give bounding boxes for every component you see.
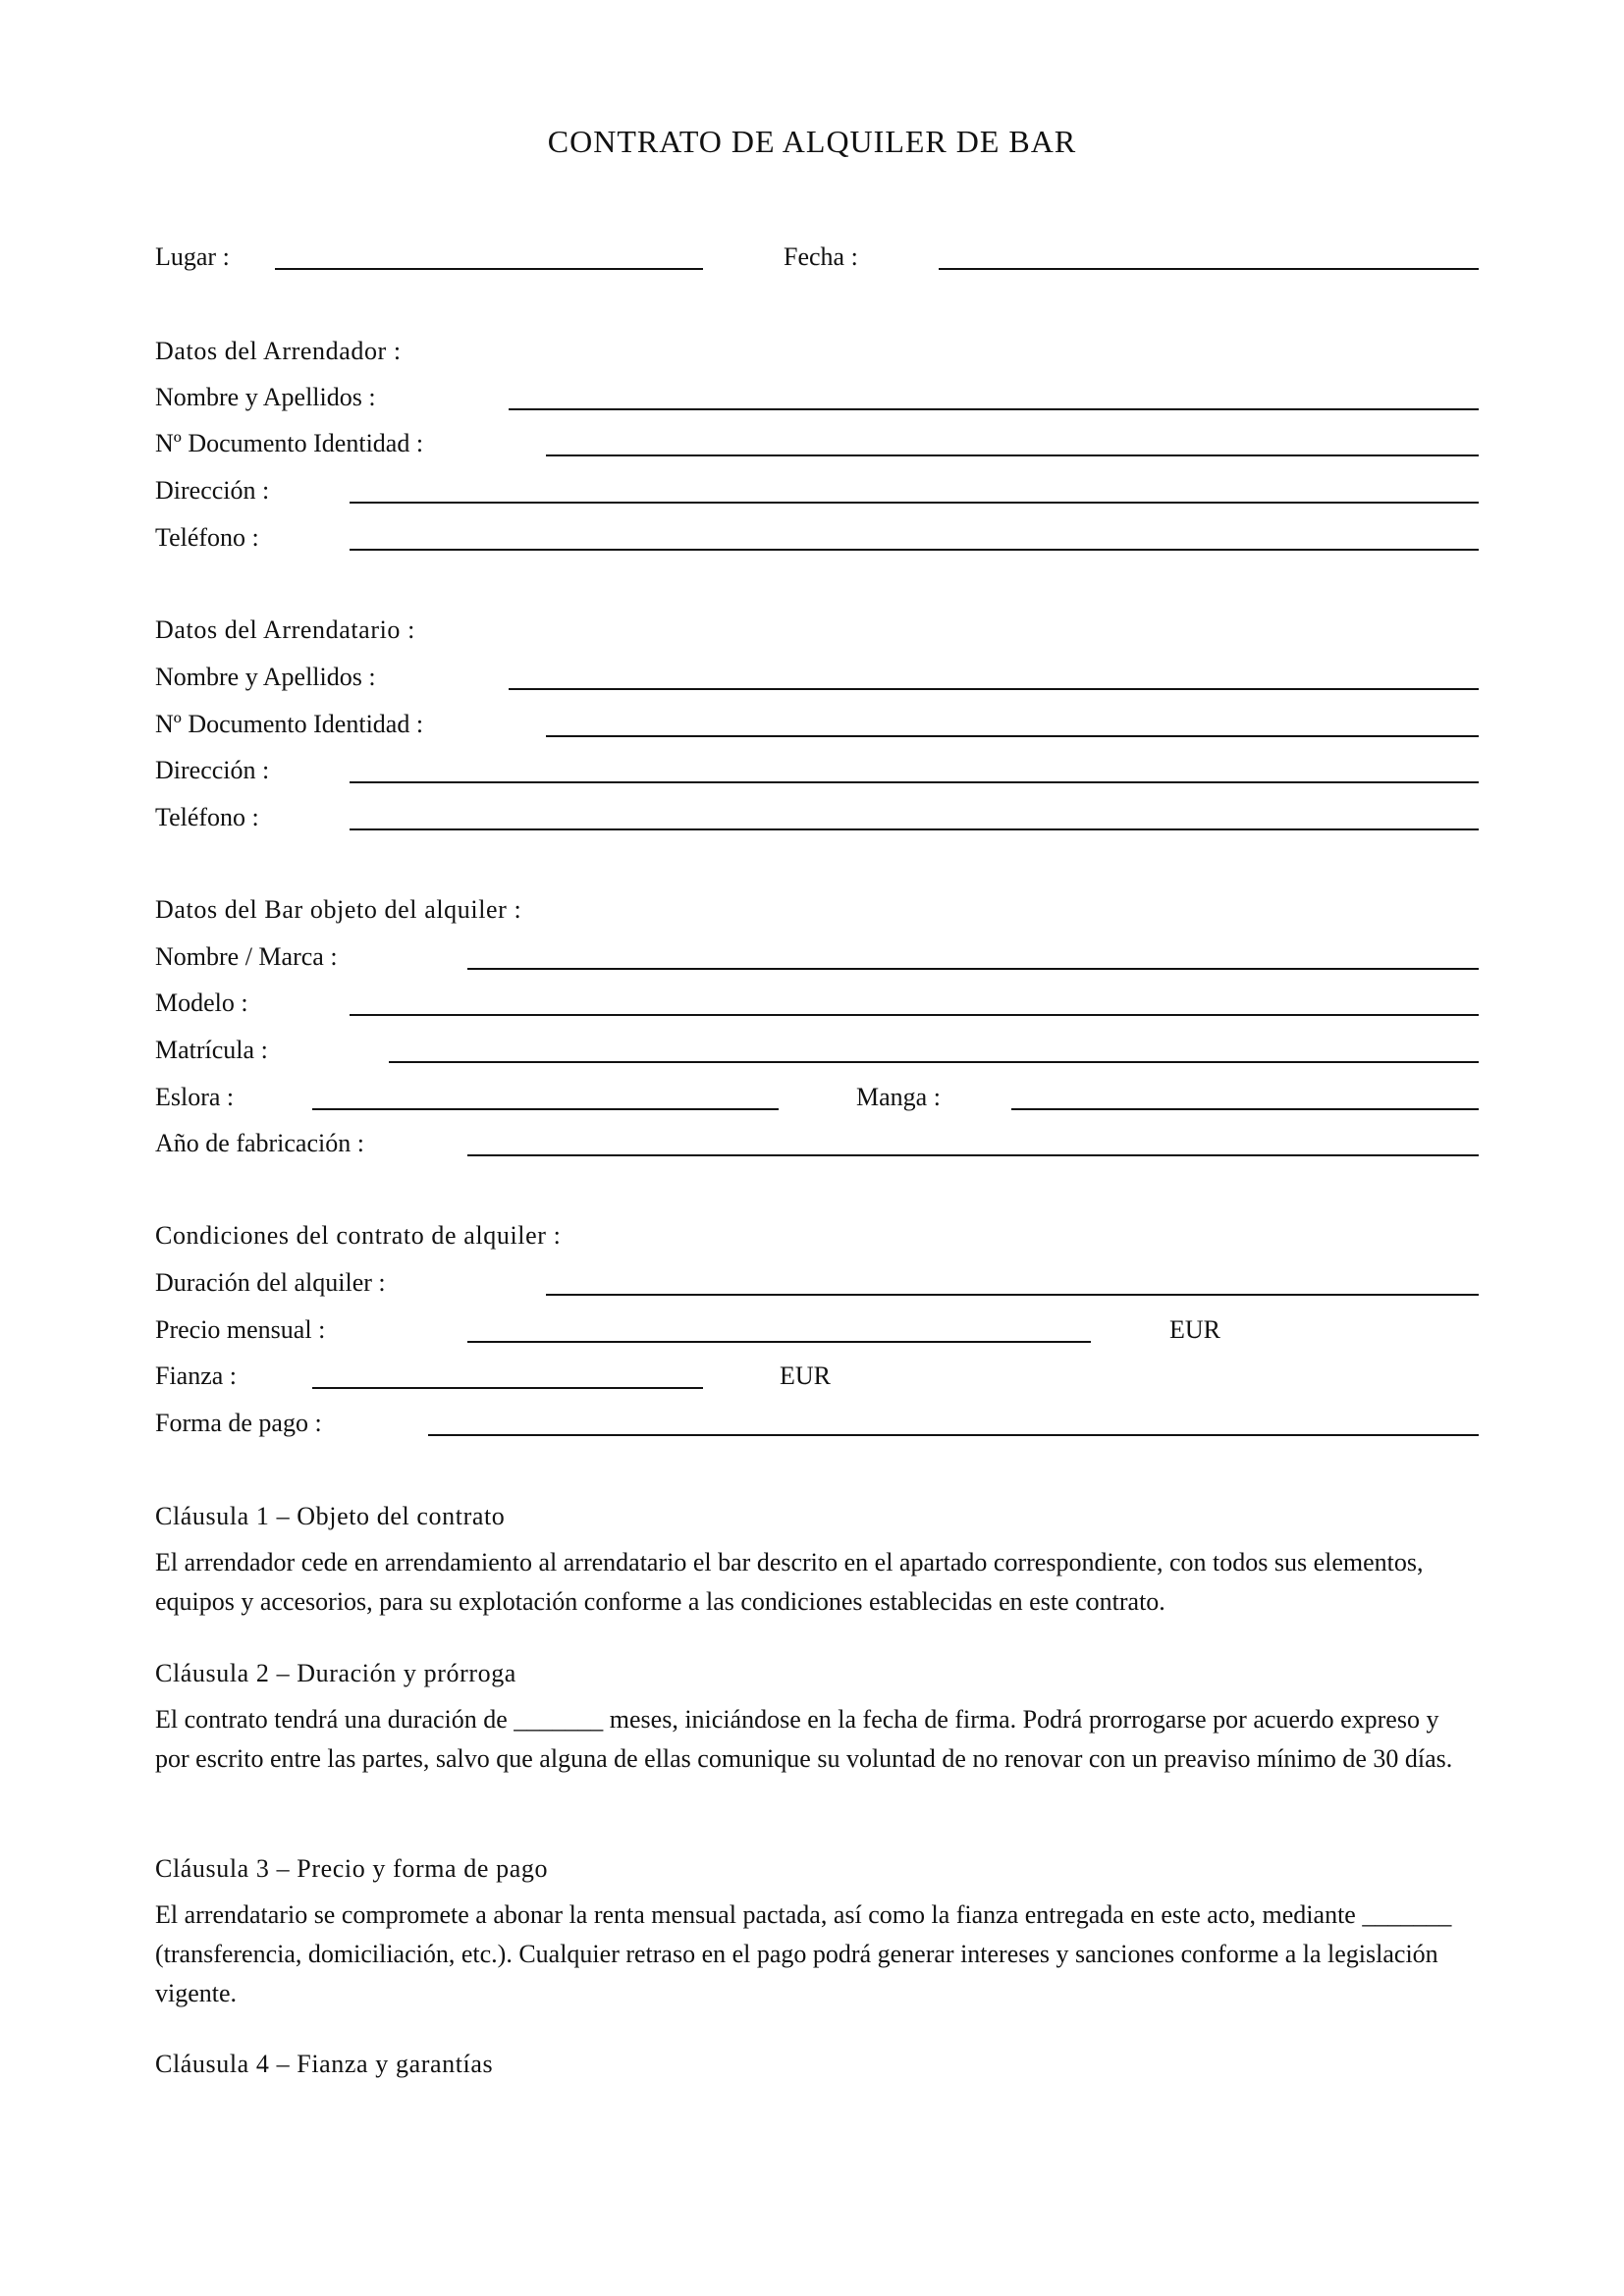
bar-year-row <box>155 1124 1479 1163</box>
duration-label: Duración del alquiler : <box>155 1268 386 1297</box>
duration-field[interactable] <box>546 1294 1479 1296</box>
document-title: CONTRATO DE ALQUILER DE BAR <box>547 124 1077 159</box>
clause-3-text <box>155 1896 1479 2013</box>
payment-field[interactable] <box>428 1434 1479 1436</box>
landlord-phone-field[interactable] <box>350 549 1479 551</box>
bar-beam-label: Manga : <box>856 1083 941 1111</box>
bar-length-field[interactable] <box>312 1108 779 1110</box>
clause-4-heading: Cláusula 4 – Fianza y garantías <box>155 2050 494 2078</box>
tenant-phone-row <box>155 798 1479 837</box>
tenant-id-row <box>155 705 1479 744</box>
bar-year-label: Año de fabricación : <box>155 1129 364 1157</box>
place-field[interactable] <box>275 268 703 270</box>
bar-year-field[interactable] <box>467 1154 1479 1156</box>
clause-3-heading: Cláusula 3 – Precio y forma de pago <box>155 1854 549 1883</box>
duration-row <box>155 1263 1479 1303</box>
deposit-label: Fianza : <box>155 1362 238 1390</box>
landlord-id-label: Nº Documento Identidad : <box>155 429 424 457</box>
monthly-price-field[interactable] <box>467 1341 1091 1343</box>
clause-2-heading: Cláusula 2 – Duración y prórroga <box>155 1659 516 1687</box>
bar-length-beam-row <box>155 1078 1479 1117</box>
bar-model-row <box>155 984 1479 1023</box>
tenant-phone-field[interactable] <box>350 828 1479 830</box>
bar-plate-field[interactable] <box>389 1061 1479 1063</box>
date-field[interactable] <box>939 268 1479 270</box>
landlord-phone-label: Teléfono : <box>155 523 259 552</box>
clause-2-text <box>155 1700 1479 1779</box>
landlord-id-row <box>155 424 1479 463</box>
bar-plate-label: Matrícula : <box>155 1036 268 1064</box>
landlord-address-row <box>155 471 1479 510</box>
bar-heading: Datos del Bar objeto del alquiler : <box>155 895 522 924</box>
landlord-name-row <box>155 378 1479 417</box>
tenant-phone-label: Teléfono : <box>155 803 259 831</box>
monthly-currency: EUR <box>1169 1315 1220 1344</box>
tenant-id-label: Nº Documento Identidad : <box>155 710 424 738</box>
deposit-row <box>155 1357 1479 1396</box>
clause-1-heading: Cláusula 1 – Objeto del contrato <box>155 1502 506 1530</box>
deposit-field[interactable] <box>312 1387 703 1389</box>
bar-name-row <box>155 937 1479 977</box>
clause-2-paragraph: El contrato tendrá una duración de _______ meses, iniciándose en la fecha de firma. Podrá prorrogarse por acuerdo expreso y por escrito entre las partes, salvo que alguna de ellas comunique su voluntad de no renovar con un preaviso mínimo de 30 días. <box>155 1705 1453 1773</box>
deposit-currency: EUR <box>780 1362 831 1390</box>
payment-label: Forma de pago : <box>155 1409 322 1437</box>
tenant-address-field[interactable] <box>350 781 1479 783</box>
tenant-name-field[interactable] <box>509 688 1479 690</box>
landlord-phone-row <box>155 518 1479 558</box>
landlord-name-field[interactable] <box>509 408 1479 410</box>
landlord-id-field[interactable] <box>546 454 1479 456</box>
clause-3-paragraph: El arrendatario se compromete a abonar la renta mensual pactada, así como la fianza entregada en este acto, mediante _______ (transferencia, domiciliación, etc.). Cualquier retraso en el pago podrá generar intereses y sanciones conforme a la legislación vigente. <box>155 1900 1452 2007</box>
tenant-name-row <box>155 658 1479 697</box>
clause-1-paragraph: El arrendador cede en arrendamiento al arrendatario el bar descrito en el apartado correspondiente, con todos sus elementos, equipos y accesorios, para su explotación conforme a las condiciones establecidas en este contrato. <box>155 1548 1424 1616</box>
bar-model-field[interactable] <box>350 1014 1479 1016</box>
tenant-id-field[interactable] <box>546 735 1479 737</box>
landlord-address-label: Dirección : <box>155 476 270 505</box>
place-date-row <box>155 238 1479 277</box>
monthly-price-row <box>155 1310 1479 1350</box>
tenant-name-label: Nombre y Apellidos : <box>155 663 376 691</box>
tenant-heading: Datos del Arrendatario : <box>155 615 415 644</box>
monthly-price-label: Precio mensual : <box>155 1315 326 1344</box>
bar-beam-field[interactable] <box>1011 1108 1479 1110</box>
landlord-name-label: Nombre y Apellidos : <box>155 383 376 411</box>
bar-length-label: Eslora : <box>155 1083 235 1111</box>
bar-model-label: Modelo : <box>155 988 248 1017</box>
payment-row <box>155 1404 1479 1443</box>
place-label: Lugar : <box>155 242 230 271</box>
conditions-heading: Condiciones del contrato de alquiler : <box>155 1221 562 1250</box>
date-label: Fecha : <box>784 242 858 271</box>
bar-name-label: Nombre / Marca : <box>155 942 338 971</box>
landlord-heading: Datos del Arrendador : <box>155 337 402 365</box>
bar-plate-row <box>155 1031 1479 1070</box>
bar-name-field[interactable] <box>467 968 1479 970</box>
clause-1-text <box>155 1543 1479 1622</box>
tenant-address-label: Dirección : <box>155 756 270 784</box>
tenant-address-row <box>155 751 1479 790</box>
landlord-address-field[interactable] <box>350 502 1479 504</box>
